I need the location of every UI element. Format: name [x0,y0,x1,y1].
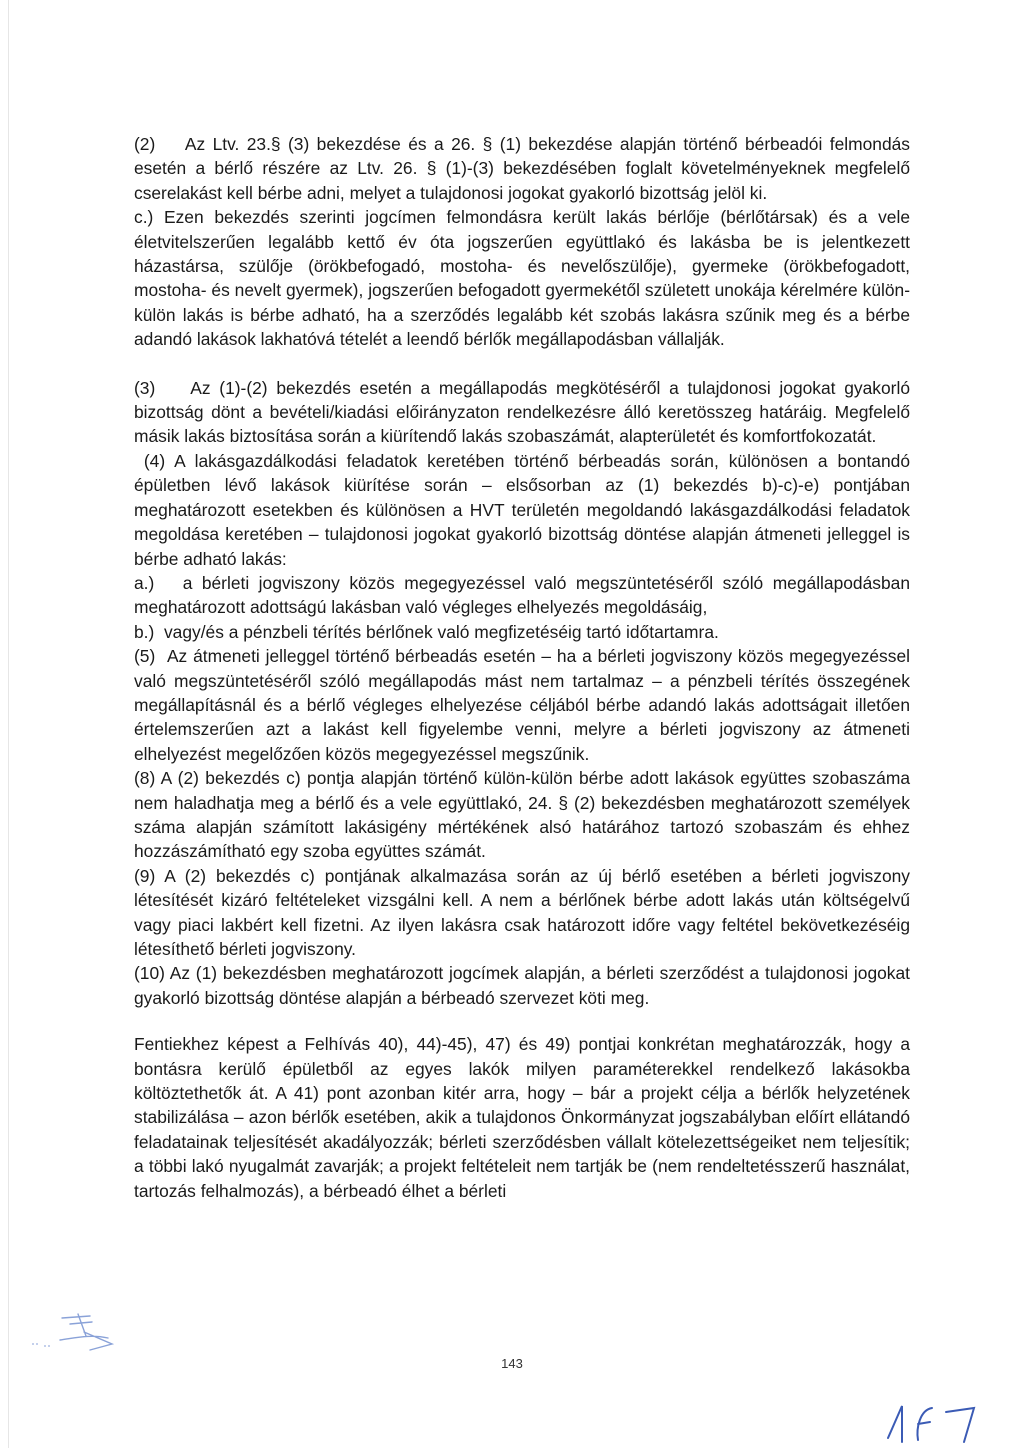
paragraph-4: (4) A lakásgazdálkodási feladatok keretében történő bérbeadás során, különösen a bontandó épületben lévő lakások kiürítése során – elsősorban az (1) bekezdés b)-c)-e) pontjában meghatározott esetekben és különösen a HVT területén megoldandó lakásgazdálkodási feladatok megoldása keretében – tulajdonosi jogokat gyakorló bizottság döntése alapján átmeneti jelleggel is bérbe adható lakás: [134,450,910,569]
paragraph-3: (3) Az (1)-(2) bekezdés esetén a megállapodás megkötéséről a tulajdonosi jogokat gyakorló bizottság dönt a bevételi/kiadási előirányzaton rendelkezésre álló keretösszeg határáig. Megfelelő másik lakás biztosítása során a kiürítendő lakás szobaszámát, alapterületét és komfortfokozatát. [134,377,910,447]
document-body [134,132,910,1203]
scan-edge-line [8,0,9,1448]
page-number: 143 [501,1356,523,1371]
paragraph-fentiekhez: Fentiekhez képest a Felhívás 40), 44)-45), 47) és 49) pontjai konkrétan meghatározzák, hogy a bontásra kerülő épületből az egyes lakók milyen paraméterekkel rendelkező lakásokba költöztethetők át. A 41) pont azonban kitér arra, hogy – bár a projekt célja a bérlők helyzetének stabilizálása – azon bérlők esetében, akik a tulajdonos Önkormányzat jogszabályban előírt ellátandó feladatainak teljesítését akadályozzák; bérleti szerződésben vállalt kötelezettségeiket nem teljesítik; a többi lakó nyugalmát zavarják; a projekt feltételeit nem tartják be (nem rendeltetésszerű használat, tartozás felhalmozás), a bérbeadó élhet a bérleti [134,1034,910,1201]
list-item-b: b.) vagy/és a pénzbeli térítés bérlőnek való megfizetéséig tartó időtartamra. [134,621,719,642]
list-item-a: a.) a bérleti jogviszony közös megegyezéssel való megszüntetéséről szóló megállapodásban meghatározott adottságú lakásban való végleges elhelyezés megoldásáig, [134,572,910,618]
paragraph-9: (9) A (2) bekezdés c) pontjának alkalmazása során az új bérlő esetében a bérleti jogviszony létesítését kizáró feltételeket vizsgálni kell. A nem a bérlőnek bérbe adott lakás után költségelvű vagy piaci lakbért kell fizetni. Az ilyen lakásra csak határozott időre vagy feltétel bekövetkezéséig létesíthető bérleti jogviszony. [134,865,910,959]
paragraph-5: (5) Az átmeneti jelleggel történő bérbeadás esetén – ha a bérleti jogviszony közös megegyezéssel való megszüntetéséről szóló megállapodás mást nem tartalmaz – a pénzbeli térítés összegének megállapításnál és a bérlő végleges elhelyezése céljából bérbe adandó lakás adottságait illetően értelemszerűen azt a lakást kell figyelembe venni, melyre a bérleti jogviszony az átmeneti elhelyezést megelőzően közös megegyezéssel megszűnik. [134,646,910,764]
paragraph-8: (8) A (2) bekezdés c) pontja alapján történő külön-külön bérbe adott lakások együttes szobaszáma nem haladhatja meg a bérlő és a vele együttlakó, 24. § (2) bekezdésben meghatározott személyek száma alapján számított lakásigény mértékének alsó határához tartozó szobaszám és ehhez hozzászámítható egy szoba együttes számát. [134,768,910,862]
paragraph-10: (10) Az (1) bekezdésben meghatározott jogcímek alapján, a bérleti szerződést a tulajdonosi jogokat gyakorló bizottság döntése alapján a bérbeadó szervezet köti meg. [134,963,910,1008]
initials-scribble-icon [30,1310,130,1360]
paragraph-c: c.) Ezen bekezdés szerinti jogcímen felmondásra került lakás bérlője (bérlőtársak) és a vele életvitelszerűen legalább kettő év óta jogszerűen együttlakó és lakásba be is jelentkezett házastársa, szülője (örökbefogadó, mostoha- és nevelőszülője), gyermeke (örökbefogadott, mostoha- és nevelt gyermek), jogszerűen befogadott gyermekétől született unokája kérelmére külön-külön lakás is bérbe adható, ha a szerződés legalább két szobás lakásra szűnik meg és a bérbe adandó lakások lakhatóvá tételét a leendő bérlők megállapodásban vállalják. [134,207,910,350]
handwritten-number-icon [880,1398,990,1446]
paragraph-2: (2) Az Ltv. 23.§ (3) bekezdése és a 26. § (1) bekezdése alapján történő bérbeadói felmondás esetén a bérlő részére az Ltv. 26. § (1)-(3) bekezdésében foglalt követelményeknek megfelelő cserelakást kell bérbe adni, melyet a tulajdonosi jogokat gyakorló bizottság jelöl ki. [134,134,910,203]
